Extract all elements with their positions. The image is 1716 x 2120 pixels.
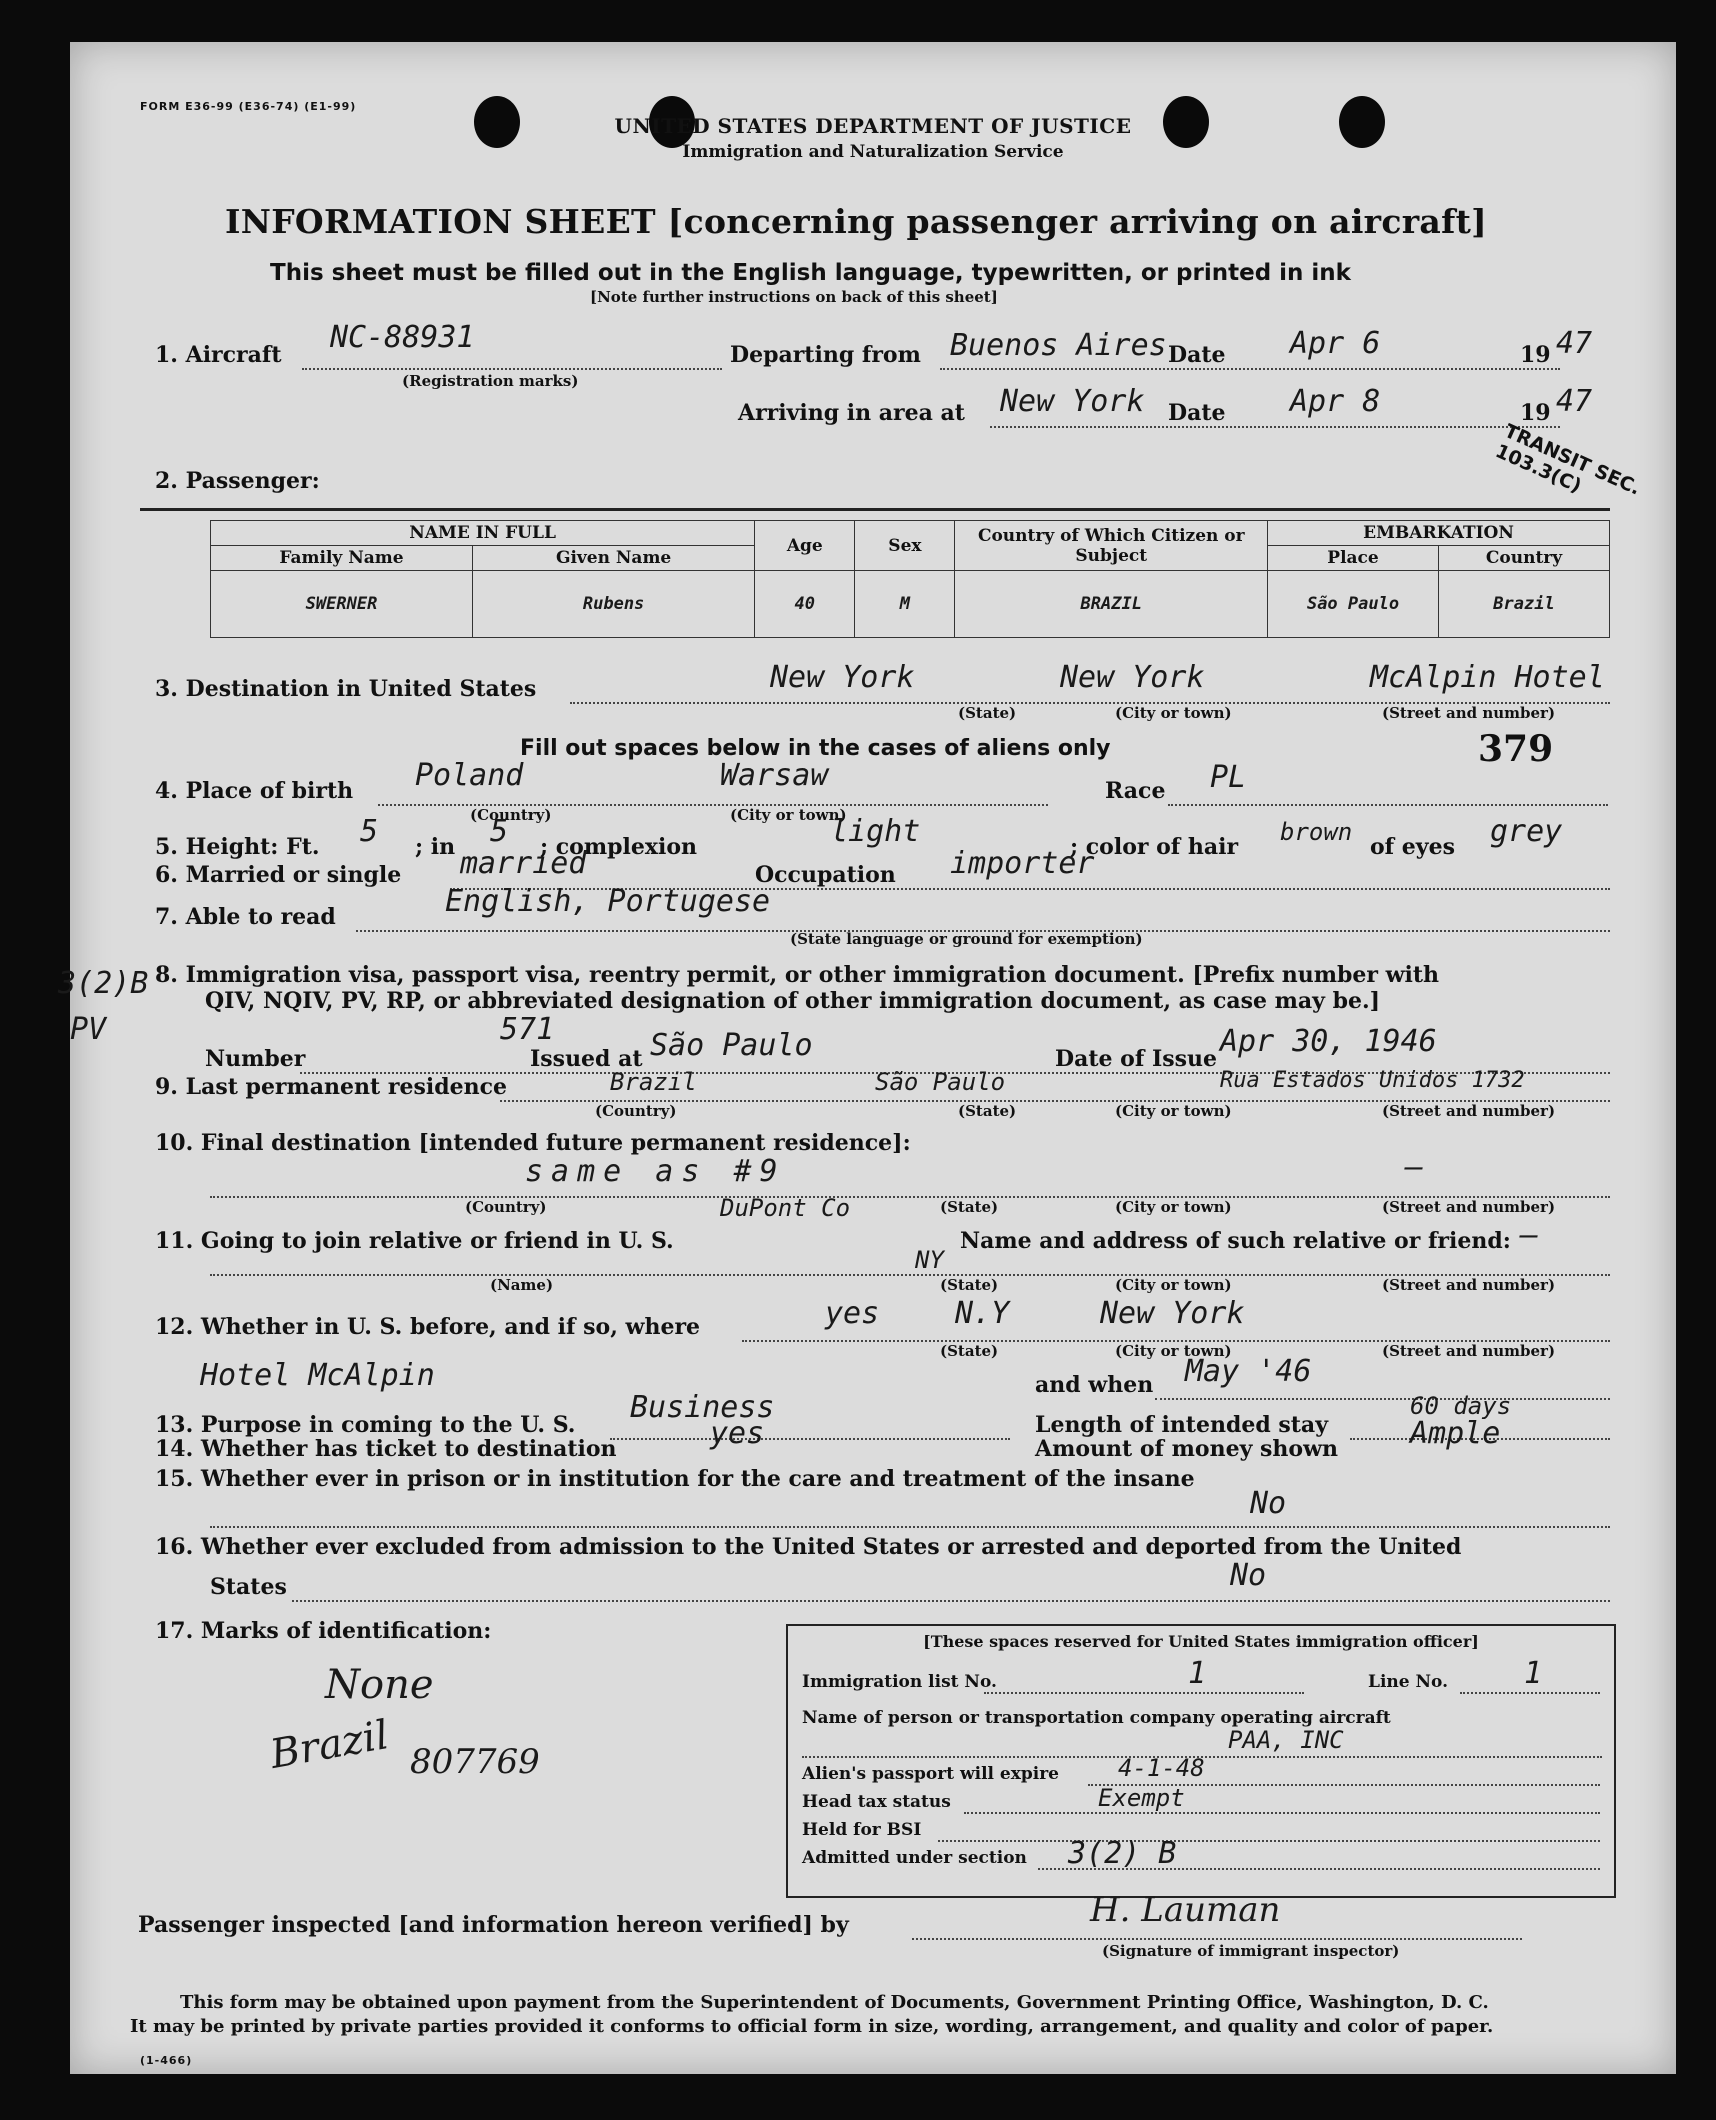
caption-country: (Country)	[595, 1102, 677, 1120]
height-label: 5. Height: Ft.	[155, 834, 320, 860]
caption-state: (State)	[958, 1102, 1017, 1120]
ticket-value: yes	[710, 1416, 765, 1451]
headtax-value: Exempt	[1098, 1784, 1185, 1812]
caption-country: (Country)	[465, 1198, 547, 1216]
read-caption: (State language or ground for exemption)	[790, 930, 1143, 948]
caption-state: (State)	[958, 704, 1017, 722]
height-ft: 5	[360, 814, 379, 849]
residence-street: Rua Estados Unidos 1732	[1220, 1068, 1525, 1093]
line-label: Line No.	[1368, 1672, 1449, 1692]
marks-value: None	[325, 1662, 434, 1708]
when-value: May '46	[1185, 1354, 1312, 1389]
caption-state: (State)	[940, 1198, 999, 1216]
destination-label: 3. Destination in United States	[155, 676, 537, 702]
officer-box-title: [These spaces reserved for United States immigration officer]	[923, 1632, 1479, 1651]
form-number: FORM E36-99 (E36-74) (E1-99)	[140, 100, 357, 113]
registration-caption: (Registration marks)	[402, 372, 579, 390]
hair-label: ; color of hair	[1070, 834, 1239, 860]
margin-note: 3(2)B	[58, 966, 149, 1001]
destination-city: New York	[1060, 660, 1205, 695]
signature-caption: (Signature of immigrant inspector)	[1102, 1942, 1400, 1960]
residence-label: 9. Last permanent residence	[155, 1074, 507, 1100]
passport-value: 4-1-48	[1118, 1754, 1205, 1782]
header-emb-country: Country	[1439, 546, 1610, 571]
arrive-date-value: Apr 8	[1290, 384, 1381, 419]
document-sheet	[58, 42, 1676, 2074]
header-sex: Sex	[855, 521, 955, 571]
caption-street: (Street and number)	[1382, 704, 1556, 722]
excluded-answer: No	[1230, 1558, 1267, 1593]
complexion-label: ; complexion	[540, 834, 698, 860]
when-label: and when	[1035, 1372, 1154, 1398]
header-citizen: Country of Which Citizen or Subject	[955, 521, 1268, 571]
emb-country-value: Brazil	[1439, 571, 1610, 638]
footer-line-1: This form may be obtained upon payment from the Superintendent of Documents, Government Printing Office, Washington, D. C.	[180, 1992, 1489, 2013]
issued-label: Issued at	[530, 1046, 643, 1072]
marks-note-1: Brazil	[266, 1712, 393, 1778]
document-label-1: 8. Immigration visa, passport visa, reentry permit, or other immigration document. [Prefix number with	[155, 962, 1440, 988]
stay-value: 60 days	[1410, 1392, 1512, 1420]
age-value: 40	[755, 571, 855, 638]
join-company: DuPont Co	[720, 1194, 851, 1222]
birth-country: Poland	[415, 758, 524, 793]
pv-note: PV	[70, 1012, 107, 1047]
eyes-value: grey	[1490, 814, 1563, 849]
arrive-date-label: Date	[1168, 400, 1226, 426]
join-state: NY	[915, 1246, 944, 1274]
complexion-value: light	[830, 814, 921, 849]
race-value: PL	[1210, 760, 1247, 795]
list-value: 1	[1188, 1656, 1207, 1691]
caption-state: (State)	[940, 1342, 999, 1360]
family-name-value: SWERNER	[211, 571, 473, 638]
aliens-heading: Fill out spaces below in the cases of aliens only	[520, 736, 1111, 761]
stamp-number: 379	[1478, 728, 1554, 770]
issued-value: São Paulo	[650, 1028, 813, 1063]
stay-label: Length of intended stay	[1035, 1412, 1328, 1438]
page-title: INFORMATION SHEET [concerning passenger arriving on aircraft]	[225, 202, 1488, 241]
before-place: Hotel McAlpin	[200, 1358, 435, 1393]
marks-label: 17. Marks of identification:	[155, 1618, 492, 1644]
passenger-label: 2. Passenger:	[155, 468, 320, 494]
caption-city: (City or town)	[1115, 704, 1232, 722]
table-row	[211, 571, 1610, 638]
arriving-value: New York	[1000, 384, 1145, 419]
footer-code: (1-466)	[140, 2054, 193, 2067]
ticket-label: 14. Whether has ticket to destination	[155, 1436, 617, 1462]
line-value: 1	[1524, 1656, 1543, 1691]
caption-city: (City or town)	[1115, 1198, 1232, 1216]
before-answer: yes	[825, 1296, 880, 1331]
arriving-label: Arriving in area at	[738, 400, 965, 426]
departing-value: Buenos Aires	[950, 328, 1167, 363]
destination-state: New York	[770, 660, 915, 695]
aircraft-label: 1. Aircraft	[155, 342, 282, 368]
inches-label: ; in	[415, 834, 456, 860]
read-value: English, Portugese	[445, 884, 771, 919]
service-header: Immigration and Naturalization Service	[682, 142, 1064, 162]
sex-value: M	[855, 571, 955, 638]
married-value: married	[460, 846, 587, 881]
arrive-year: 47	[1556, 384, 1593, 419]
depart-date-value: Apr 6	[1290, 326, 1381, 361]
caption-city: (City or town)	[1115, 1276, 1232, 1294]
final-destination-label: 10. Final destination [intended future permanent residence]:	[155, 1130, 911, 1156]
aircraft-value: NC-88931	[330, 320, 475, 355]
height-in: 5	[490, 814, 509, 849]
caption-country: (Country)	[470, 806, 552, 824]
admitted-value: 3(2) B	[1068, 1836, 1177, 1871]
instructions: This sheet must be filled out in the English language, typewritten, or printed in ink	[270, 260, 1351, 286]
officer-box	[786, 1624, 1616, 1898]
transport-label: Name of person or transportation company operating aircraft	[802, 1708, 1391, 1728]
number-label: Number	[205, 1046, 306, 1072]
inspector-signature: H. Lauman	[1090, 1890, 1281, 1930]
caption-street: (Street and number)	[1382, 1102, 1556, 1120]
footer-line-2: It may be printed by private parties provided it conforms to official form in size, wording, arrangement, and quality and color of paper.	[130, 2016, 1494, 2037]
friend-label: Name and address of such relative or friend:	[960, 1228, 1511, 1254]
hair-value: brown	[1280, 818, 1353, 846]
issue-date-value: Apr 30, 1946	[1220, 1024, 1437, 1059]
occupation-value: importer	[950, 846, 1095, 881]
caption-city: (City or town)	[730, 806, 847, 824]
residence-country: Brazil	[610, 1068, 697, 1096]
issue-date-label: Date of Issue	[1055, 1046, 1218, 1072]
excluded-label-2: States	[210, 1574, 287, 1600]
prison-label: 15. Whether ever in prison or in institution for the care and treatment of the insane	[155, 1466, 1195, 1492]
before-state: N.Y	[955, 1296, 1010, 1331]
document-label-2: QIV, NQIV, PV, RP, or abbreviated designation of other immigration document, as case may be.]	[205, 988, 1381, 1014]
emb-place-value: São Paulo	[1268, 571, 1439, 638]
caption-name: (Name)	[490, 1276, 554, 1294]
prison-answer: No	[1250, 1486, 1287, 1521]
citizen-value: BRAZIL	[955, 571, 1268, 638]
header-embarkation: EMBARKATION	[1268, 521, 1610, 546]
final-destination-value: same as #9	[525, 1154, 786, 1189]
excluded-label: 16. Whether ever excluded from admission to the United States or arrested and deported from the United	[155, 1534, 1462, 1560]
inspected-label: Passenger inspected [and information hereon verified] by	[138, 1912, 849, 1938]
document-number: 571	[500, 1012, 555, 1047]
occupation-label: Occupation	[755, 862, 896, 888]
passport-label: Alien's passport will expire	[802, 1764, 1059, 1784]
purpose-value: Business	[630, 1390, 775, 1425]
before-label: 12. Whether in U. S. before, and if so, where	[155, 1314, 701, 1340]
transit-stamp: TRANSIT SEC. 103.3(C)	[1492, 420, 1644, 500]
header-place: Place	[1268, 546, 1439, 571]
passenger-table	[210, 520, 1610, 638]
header-given-name: Given Name	[472, 546, 754, 571]
race-label: Race	[1105, 778, 1166, 804]
purpose-label: 13. Purpose in coming to the U. S.	[155, 1412, 576, 1438]
caption-city: (City or town)	[1115, 1342, 1232, 1360]
depart-date-label: Date	[1168, 342, 1226, 368]
bsi-label: Held for BSI	[802, 1820, 922, 1840]
caption-street: (Street and number)	[1382, 1342, 1556, 1360]
read-label: 7. Able to read	[155, 904, 336, 930]
department-header: UNITED STATES DEPARTMENT OF JUSTICE	[614, 114, 1132, 138]
headtax-label: Head tax status	[802, 1792, 951, 1812]
residence-state: São Paulo	[875, 1068, 1006, 1096]
marks-note-2: 807769	[410, 1742, 540, 1782]
birth-label: 4. Place of birth	[155, 778, 354, 804]
depart-year-prefix: 19	[1520, 342, 1551, 368]
header-age: Age	[755, 521, 855, 571]
caption-street: (Street and number)	[1382, 1276, 1556, 1294]
header-family-name: Family Name	[211, 546, 473, 571]
before-city: New York	[1100, 1296, 1245, 1331]
header-name-in-full: NAME IN FULL	[211, 521, 755, 546]
departing-label: Departing from	[730, 342, 921, 368]
married-label: 6. Married or single	[155, 862, 402, 888]
money-value: Ample	[1410, 1416, 1501, 1451]
eyes-label: of eyes	[1370, 834, 1455, 860]
final-destination-dash: —	[1405, 1150, 1424, 1185]
join-label: 11. Going to join relative or friend in U. S.	[155, 1228, 674, 1254]
caption-state: (State)	[940, 1276, 999, 1294]
given-name-value: Rubens	[472, 571, 754, 638]
friend-dash: —	[1520, 1218, 1539, 1253]
destination-street: McAlpin Hotel	[1370, 660, 1605, 695]
list-label: Immigration list No.	[802, 1672, 997, 1692]
transport-value: PAA, INC	[1228, 1726, 1344, 1754]
arrive-year-prefix: 19	[1520, 400, 1551, 426]
money-label: Amount of money shown	[1035, 1436, 1339, 1462]
birth-city: Warsaw	[720, 758, 829, 793]
caption-city: (City or town)	[1115, 1102, 1232, 1120]
admitted-label: Admitted under section	[802, 1848, 1027, 1868]
caption-street: (Street and number)	[1382, 1198, 1556, 1216]
note: [Note further instructions on back of this sheet]	[590, 288, 998, 306]
depart-year: 47	[1556, 326, 1593, 361]
